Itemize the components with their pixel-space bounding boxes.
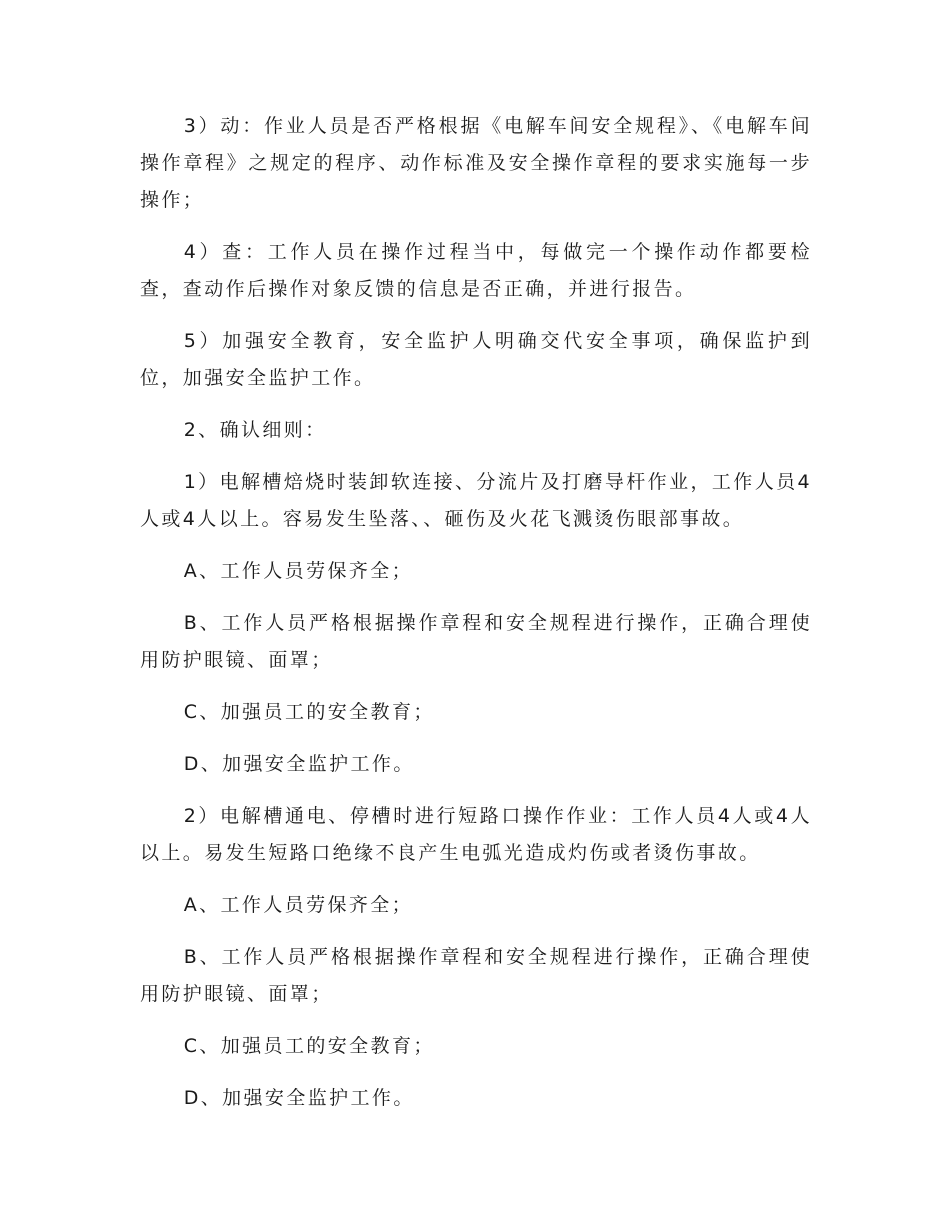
paragraph-step-3-action: 3）动：作业人员是否严格根据《电解车间安全规程》、《电解车间操作章程》之规定的程序、动作标准及安全操作章程的要求实施每一步操作； <box>140 115 812 211</box>
list-item-rule-1-c: C、加强员工的安全教育； <box>183 701 435 723</box>
section-heading-confirmation-rules: 2、确认细则： <box>183 419 327 441</box>
list-item-rule-2-c: C、加强员工的安全教育； <box>183 1035 435 1057</box>
paragraph-rule-1: 1）电解槽焙烧时装卸软连接、分流片及打磨导杆作业，工作人员4人或4人以上。容易发生坠落、、砸伤及火花飞溅烫伤眼部事故。 <box>140 471 812 530</box>
list-item-rule-2-b: B、工作人员严格根据操作章程和安全规程进行操作，正确合理使用防护眼镜、面罩； <box>140 946 812 1005</box>
paragraph-rule-2: 2）电解槽通电、停槽时进行短路口操作作业：工作人员4人或4人以上。易发生短路口绝缘不良产生电弧光造成灼伤或者烫伤事故。 <box>140 805 812 864</box>
paragraph-step-4-check: 4）查：工作人员在操作过程当中，每做完一个操作动作都要检查，查动作后操作对象反馈的信息是否正确，并进行报告。 <box>140 241 812 300</box>
list-item-rule-1-a: A、工作人员劳保齐全； <box>183 560 414 582</box>
paragraph-step-5-education: 5）加强安全教育，安全监护人明确交代安全事项，确保监护到位，加强安全监护工作。 <box>140 330 812 389</box>
list-item-rule-2-d: D、加强安全监护工作。 <box>183 1087 415 1109</box>
list-item-rule-1-b: B、工作人员严格根据操作章程和安全规程进行操作，正确合理使用防护眼镜、面罩； <box>140 612 812 671</box>
document-body <box>140 108 812 1132</box>
list-item-rule-2-a: A、工作人员劳保齐全； <box>183 894 414 916</box>
list-item-rule-1-d: D、加强安全监护工作。 <box>183 753 415 775</box>
